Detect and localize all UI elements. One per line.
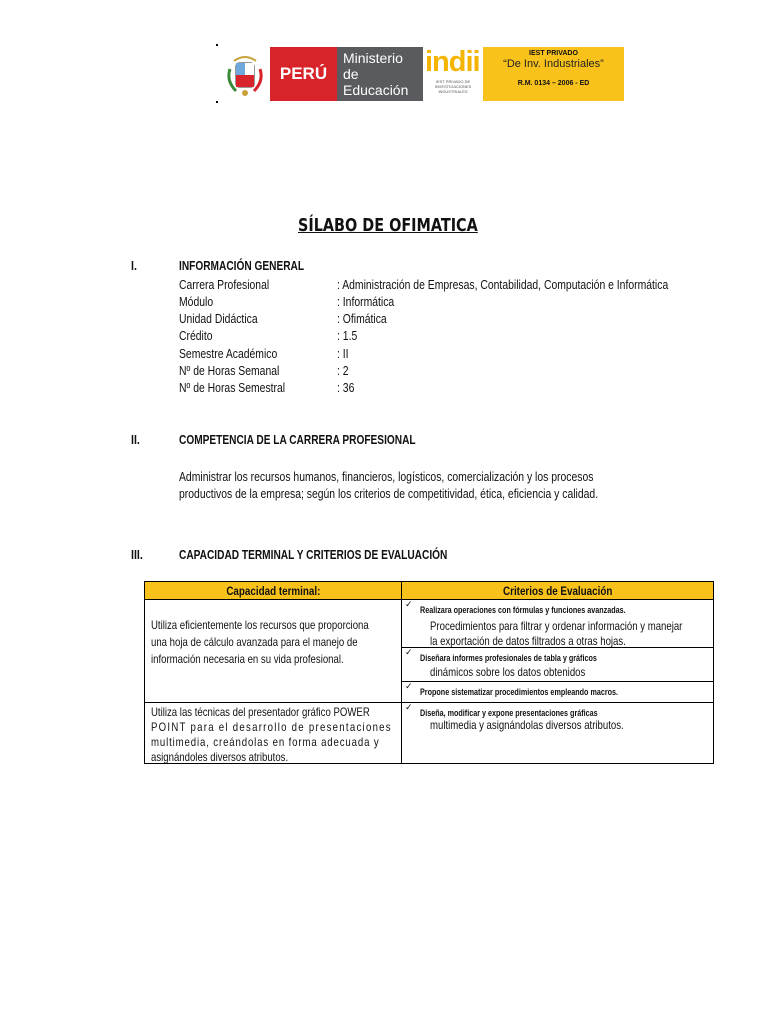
info-value: : Administración de Empresas, Contabilidad, Computación e Informática (337, 277, 669, 292)
capacity-line: multimedia, creándolas en forma adecuada y (151, 735, 380, 749)
info-value: : Informática (337, 294, 395, 309)
criteria-text: la exportación de datos filtrados a otras hojas. (430, 634, 626, 648)
info-label: Nº de Horas Semanal (179, 363, 280, 378)
section3-number: III. (131, 547, 143, 562)
header-label: Capacidad terminal: (225, 583, 321, 598)
institution-name: “De Inv. Industriales” (503, 58, 604, 70)
criteria-cell (401, 647, 714, 682)
table-header-capacidad (144, 581, 402, 600)
document-title: SÍLABO DE OFIMATICA (298, 215, 478, 236)
iest-label: IEST PRIVADO (529, 50, 578, 57)
criteria-text: Propone sistematizar procedimientos empleando macros. (420, 687, 619, 697)
criteria-cell (401, 702, 714, 764)
check-icon: ✓ (405, 599, 413, 609)
info-label: Carrera Profesional (179, 277, 270, 292)
info-value: : 1.5 (337, 328, 358, 343)
section2-number: II. (131, 432, 140, 447)
info-value: : 2 (337, 363, 349, 378)
section3-title: CAPACIDAD TERMINAL Y CRITERIOS DE EVALUACIÓN (179, 547, 448, 562)
check-icon: ✓ (405, 647, 413, 657)
info-label: Semestre Académico (179, 346, 278, 361)
section2-title: COMPETENCIA DE LA CARRERA PROFESIONAL (179, 432, 416, 447)
info-value: : II (337, 346, 349, 361)
info-label: Módulo (179, 294, 214, 309)
corner-mark (216, 44, 218, 46)
criteria-text: Diseñara informes profesionales de tabla y gráficos (420, 653, 597, 663)
capacity-line: una hoja de cálculo avanzada para el manejo de (151, 635, 358, 649)
evaluation-table (144, 581, 714, 764)
capacity-line: Utiliza las técnicas del presentador gráfico POWER (151, 705, 370, 719)
criteria-text: Procedimientos para filtrar y ordenar información y manejar (430, 619, 683, 633)
section1-number: I. (131, 258, 137, 273)
info-value: : 36 (337, 380, 355, 395)
capacity-line: información necesaria en su vida profesional. (151, 652, 344, 666)
ministerio-line1: Ministerio (343, 50, 403, 66)
criteria-cell (401, 599, 714, 648)
indii-subtitle: IEST PRIVADO DE INVESTIGACIONES INDUSTRIALES (434, 79, 472, 94)
capacity-line: asignándoles diversos atributos. (151, 750, 289, 764)
peru-label: PERÚ (270, 47, 337, 101)
table-header-criterios (401, 581, 714, 600)
table-row (144, 702, 402, 764)
info-value: : Ofimática (337, 311, 387, 326)
check-icon: ✓ (405, 681, 413, 691)
capacity-line: Utiliza eficientemente los recursos que proporciona (151, 618, 369, 632)
ministerio-label (337, 47, 423, 101)
section1-title: INFORMACIÓN GENERAL (179, 258, 305, 273)
criteria-text: multimedia y asignándolas diversos atributos. (430, 718, 624, 732)
info-label: Crédito (179, 328, 213, 343)
ministerio-line2: de Educación (343, 66, 409, 98)
criteria-cell (401, 681, 714, 703)
criteria-text: Diseña, modificar y expone presentaciones gráficas (420, 708, 598, 718)
peru-coat-of-arms-icon (222, 47, 268, 101)
criteria-text: dinámicos sobre los datos obtenidos (430, 665, 586, 679)
competencia-line: productivos de la empresa; según los criterios de competitividad, ética, eficiencia y calidad. (179, 486, 599, 501)
corner-mark (216, 101, 218, 103)
capacity-line: POINT para el desarrollo de presentaciones (151, 720, 392, 734)
criteria-text: Realizara operaciones con fórmulas y funciones avanzadas. (420, 605, 626, 615)
competencia-line: Administrar los recursos humanos, financieros, logísticos, comercialización y los procesos (179, 469, 594, 484)
check-icon: ✓ (405, 702, 413, 712)
rm-label: R.M. 0134 – 2006 - ED (517, 80, 590, 87)
header-label: Criterios de Evaluación (502, 583, 613, 598)
table-row (144, 599, 402, 703)
indii-logo: indii (425, 46, 480, 78)
info-label: Nº de Horas Semestral (179, 380, 286, 395)
info-label: Unidad Didáctica (179, 311, 258, 326)
